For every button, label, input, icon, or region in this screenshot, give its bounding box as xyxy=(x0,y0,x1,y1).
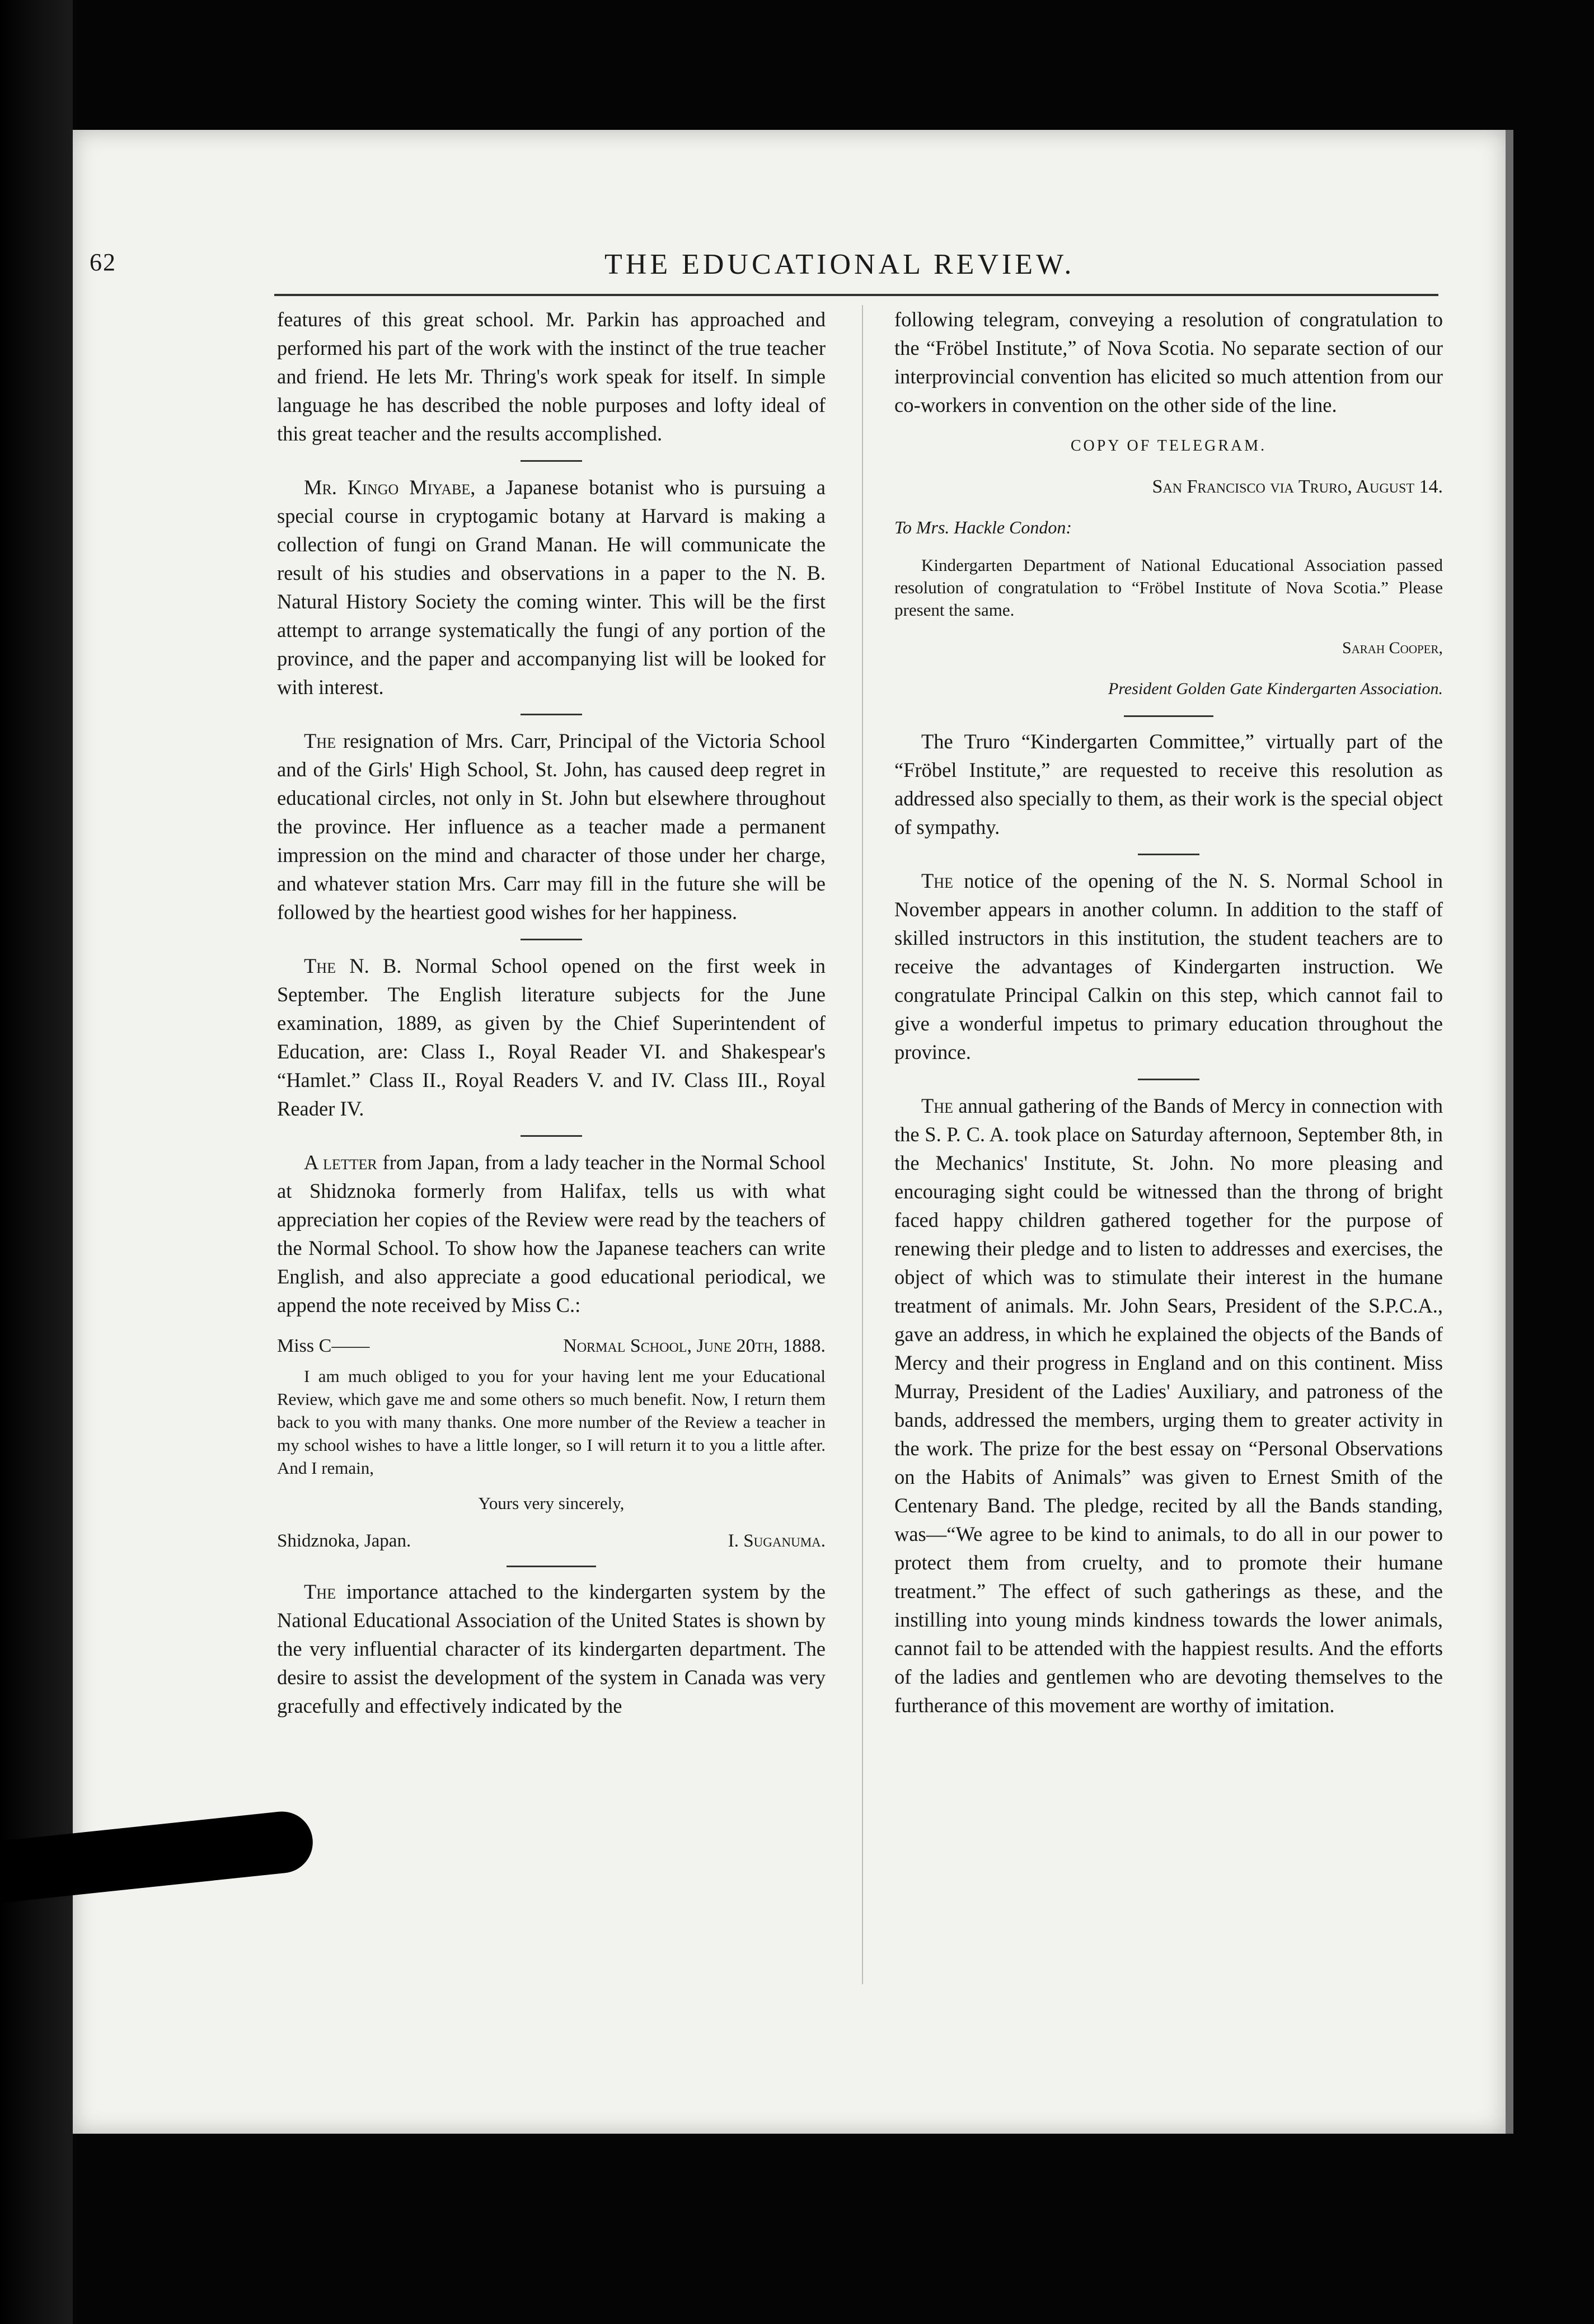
letter-signature: I. Suganuma. xyxy=(728,1531,826,1551)
paragraph-thring-school: features of this great school. Mr. Parkin has approached and performed his part of the work with the instinct of the true teacher and friend. He lets Mr. Thring's work speak for itself. In simple language he has described the noble purposes and lofty ideal of this great teacher and the results accomplished. xyxy=(277,308,826,445)
paragraph-text: annual gathering of the Bands of Mercy in connection with the S. P. C. A. took place on Saturday afternoon, September 8th, in the Mechanics' Institute, St. John. No more pleasing and encouraging sight could be witnessed than the throng of bright faced happy children gathered together for the purpose of renewing their pledge and to listen to addresses and exercises, the object of which was to stimulate their interest in the humane treatment of animals. Mr. John Sears, President of the S.P.C.A., gave an address, in which he explained the objects of the Bands of Mercy and their progress in England and on this continent. Miss Murray, President of the Ladies' Auxiliary, and patroness of the bands, addressed the members, urging them to greater activity in the work. The prize for the best essay on “Personal Observations on the Habits of Animals” was given to Ernest Smith of the Centenary Band. The pledge, recited by all the Bands standing, was—“We agree to be kind to animals, to do all in our power to protect them from cruelty, and to promote their humane treatment.” The effect of such gatherings as these, and the instilling into young minds kindness towards the lower animals, cannot fail to be attended with the happiest results. And the efforts of the ladies and gentlemen who are devoting themselves to the furtherance of this movement are worthy of imitation. xyxy=(894,1094,1443,1717)
separator xyxy=(521,460,582,462)
letter-place-date: Normal School, June 20th, 1888. xyxy=(563,1336,826,1356)
paragraph-miyabe xyxy=(277,473,826,701)
telegram-place: San Francisco via Truro, August 14. xyxy=(1152,476,1443,497)
paragraph-text: notice of the opening of the N. S. Normal School in November appears in another column. In addition to the staff of skilled instructors in this institution, the student teachers are to receive the advantages of Kindergarten instruction. We congratulate Principal Calkin on this step, which cannot fail to give a wonderful impetus to primary education throughout the province. xyxy=(894,869,1443,1063)
telegram-signature: Sarah Cooper, xyxy=(1342,639,1443,657)
paragraph-text: resignation of Mrs. Carr, Principal of the Victoria School and of the Girls' High School, St. John, has caused deep regret in educational circles, not only in St. John but elsewhere throughout the province. Her influence as a teacher made a permanent impression on the mind and character of those under her charge, and whatever station Mrs. Carr may fill in the future she will be followed by the heartiest good wishes for her happiness. xyxy=(277,729,826,924)
left-column xyxy=(277,305,826,1990)
telegram-recipient: To Mrs. Hackle Condon: xyxy=(894,517,1072,537)
separator xyxy=(1138,1079,1199,1080)
lead-words: The xyxy=(921,1094,953,1117)
lead-words: The xyxy=(921,869,953,892)
page-edge xyxy=(1506,130,1513,2134)
paragraph-letter-japan xyxy=(277,1148,826,1319)
paragraph-text: importance attached to the kindergarten system by the National Educational Association of the United States is shown by the very influential character of its kindergarten department. The desire to assist the development of the system in Canada was very gracefully and effectively indicated by the xyxy=(277,1580,826,1717)
book-binding-shadow xyxy=(0,0,73,2324)
lead-words: Mr. Kingo Miyabe, xyxy=(304,476,476,499)
separator xyxy=(521,939,582,940)
paragraph-text: N. B. Normal School opened on the first week in September. The English literature subjects for the June examination, 1889, as given by the Chief Superintendent of Education, are: Class I., Royal Reader VI. and Shakespear's “Hamlet.” Class II., Royal Readers V. and IV. Class III., Royal Reader IV. xyxy=(277,954,826,1120)
paragraph-truro-committee: The Truro “Kindergarten Committee,” virtually part of the “Fröbel Institute,” are requested to receive this resolution as addressed also specially to them, as their work is the special object of sympathy. xyxy=(894,730,1443,838)
paragraph-kindergarten xyxy=(277,1577,826,1720)
lead-words: The xyxy=(304,1580,336,1603)
separator xyxy=(521,1135,582,1137)
letter-body: I am much obliged to you for your having lent me your Educational Review, which gave me and some others so much benefit. Now, I return them back to you with many thanks. One more number of the Review a teacher in my school wishes to have a little longer, so I will return it to you a little after. And I remain, xyxy=(277,1366,826,1478)
lead-words: The xyxy=(304,729,336,752)
right-column xyxy=(894,305,1443,1990)
paragraph-telegram-intro: following telegram, conveying a resolution of congratulation to the “Fröbel Institute,” of Nova Scotia. No separate section of our interprovincial convention has elicited so much attention from our co-workers in convention on the other side of the line. xyxy=(894,308,1443,416)
paragraph-bands-of-mercy xyxy=(894,1091,1443,1719)
telegram-body: Kindergarten Department of National Educational Association passed resolution of congratulation to “Fröbel Institute of Nova Scotia.” Please present the same. xyxy=(894,555,1443,620)
column-divider xyxy=(862,305,863,1984)
paragraph-mrs-carr xyxy=(277,727,826,926)
telegram-signer-title: President Golden Gate Kindergarten Association. xyxy=(1108,680,1443,698)
letter-closing: Yours very sincerely, xyxy=(478,1493,625,1513)
letter-header xyxy=(277,1332,826,1360)
paragraph-text: a Japanese botanist who is pursuing a special course in cryptogamic botany at Harvard is making a collection of fungi on Grand Manan. He will communicate the result of his studies and observations in a paper to the N. B. Natural History Society the coming winter. This will be the first attempt to arrange systematically the fungi of any portion of the province, and the paper and accompanying list will be looked for with interest. xyxy=(277,476,826,699)
letter-salutation: Miss C—— xyxy=(277,1336,370,1356)
telegram-heading: COPY OF TELEGRAM. xyxy=(1070,437,1267,455)
separator xyxy=(507,1566,596,1567)
lead-words: A letter xyxy=(304,1151,377,1174)
letter-signoff xyxy=(277,1527,826,1555)
paragraph-text: from Japan, from a lady teacher in the Normal School at Shidznoka formerly from Halifax, tells us with what appreciation her copies of the Review were read by the teachers of the Normal School. To show how the Japanese teachers can write English, and also appreciate a good educational periodical, we append the note received by Miss C.: xyxy=(277,1151,826,1316)
header-rule xyxy=(274,294,1438,296)
letter-location: Shidznoka, Japan. xyxy=(277,1531,411,1551)
separator xyxy=(521,714,582,715)
paragraph-nb-normal-school xyxy=(277,952,826,1123)
lead-words: The xyxy=(304,954,336,977)
separator xyxy=(1124,715,1213,717)
running-head-title: THE EDUCATIONAL REVIEW. xyxy=(604,249,1075,280)
page-number: 62 xyxy=(90,249,116,276)
paragraph-ns-normal-school xyxy=(894,866,1443,1066)
separator xyxy=(1138,854,1199,855)
